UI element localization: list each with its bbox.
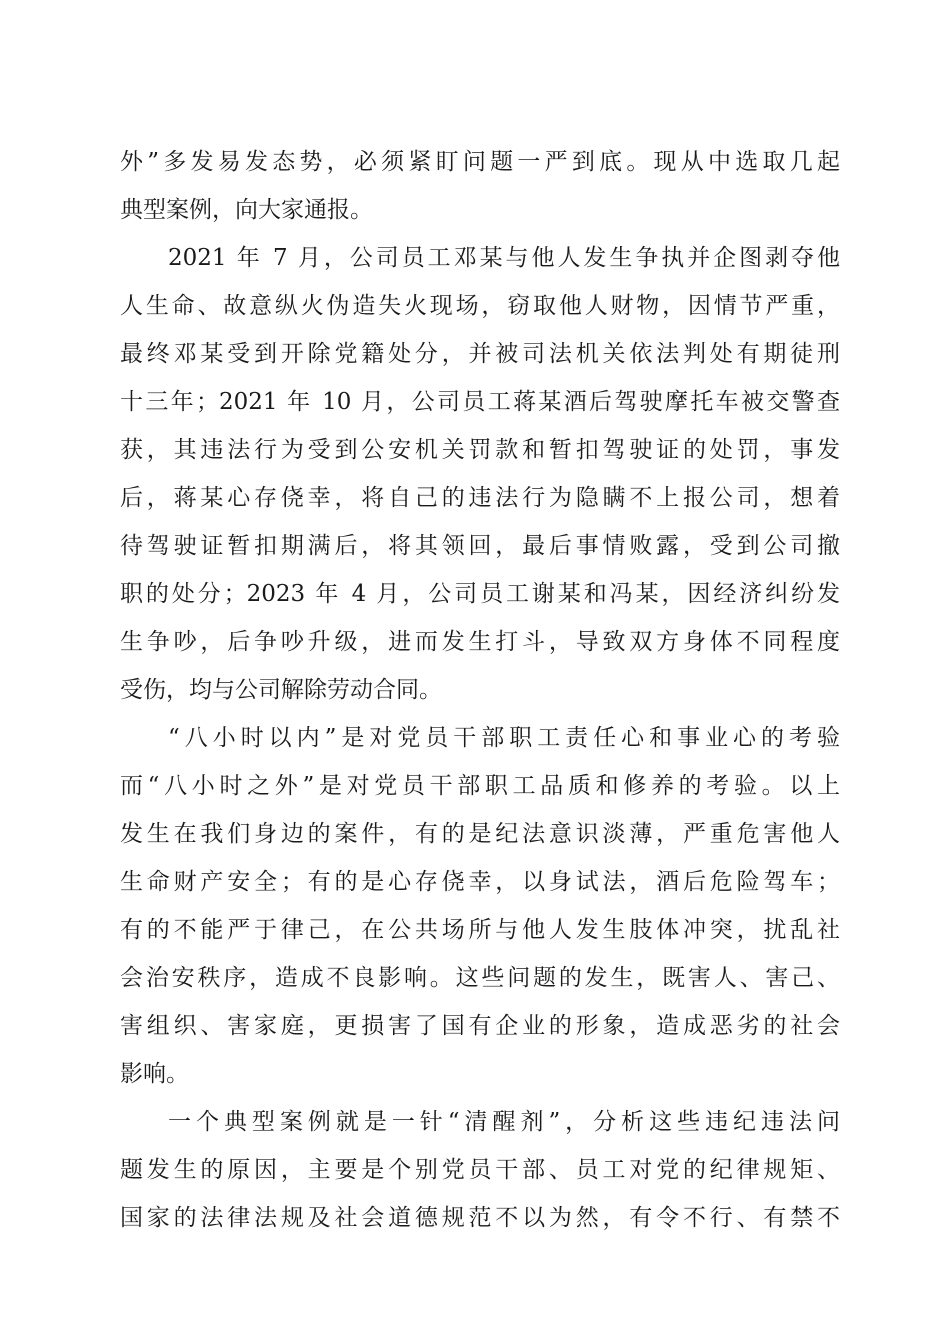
text-line: 生命财产安全；有的是心存侥幸，以身试法，酒后危险驾车； [120, 869, 840, 895]
document-body [120, 138, 840, 1242]
text-line: 人生命、故意纵火伪造失火现场，窃取他人财物，因情节严重， [120, 293, 840, 319]
text-line: 害组织、害家庭，更损害了国有企业的形象，造成恶劣的社会 [120, 1013, 840, 1039]
text-line: 一个典型案例就是一针“清醒剂”，分析这些违纪违法问 [168, 1109, 840, 1135]
text-line: 国家的法律法规及社会道德规范不以为然，有令不行、有禁不 [120, 1205, 840, 1231]
text-line: 后，蒋某心存侥幸，将自己的违法行为隐瞒不上报公司，想着 [120, 485, 840, 511]
text-line: 影响。 [120, 1061, 189, 1087]
text-line: 职的处分；2023 年 4 月，公司员工谢某和冯某，因经济纠纷发 [120, 581, 840, 607]
text-line: 题发生的原因，主要是个别党员干部、员工对党的纪律规矩、 [120, 1157, 840, 1183]
text-line: 最终邓某受到开除党籍处分，并被司法机关依法判处有期徒刑 [120, 341, 840, 367]
text-line: 而“八小时之外”是对党员干部职工品质和修养的考验。以上 [120, 773, 840, 799]
paragraph-intro-continuation [120, 138, 840, 234]
text-line: 生争吵，后争吵升级，进而发生打斗，导致双方身体不同程度 [120, 629, 840, 655]
paragraph-analysis [120, 714, 840, 1098]
text-line: 会治安秩序，造成不良影响。这些问题的发生，既害人、害己、 [120, 965, 840, 991]
text-line: 2021 年 7 月，公司员工邓某与他人发生争执并企图剥夺他 [168, 245, 840, 271]
text-line: 有的不能严于律己，在公共场所与他人发生肢体冲突，扰乱社 [120, 917, 840, 943]
text-line: 外”多发易发态势，必须紧盯问题一严到底。现从中选取几起 [120, 149, 840, 175]
text-line: 待驾驶证暂扣期满后，将其领回，最后事情败露，受到公司撤 [120, 533, 840, 559]
paragraph-warning [120, 1098, 840, 1242]
text-line: 获，其违法行为受到公安机关罚款和暂扣驾驶证的处罚，事发 [120, 437, 840, 463]
text-line: 受伤，均与公司解除劳动合同。 [120, 677, 442, 703]
paragraph-case-reports [120, 234, 840, 714]
text-line: 十三年；2021 年 10 月，公司员工蒋某酒后驾驶摩托车被交警查 [120, 389, 840, 415]
text-line: 典型案例，向大家通报。 [120, 197, 373, 223]
text-line: 发生在我们身边的案件，有的是纪法意识淡薄，严重危害他人 [120, 821, 840, 847]
text-line: “八小时以内”是对党员干部职工责任心和事业心的考验 [168, 725, 840, 751]
